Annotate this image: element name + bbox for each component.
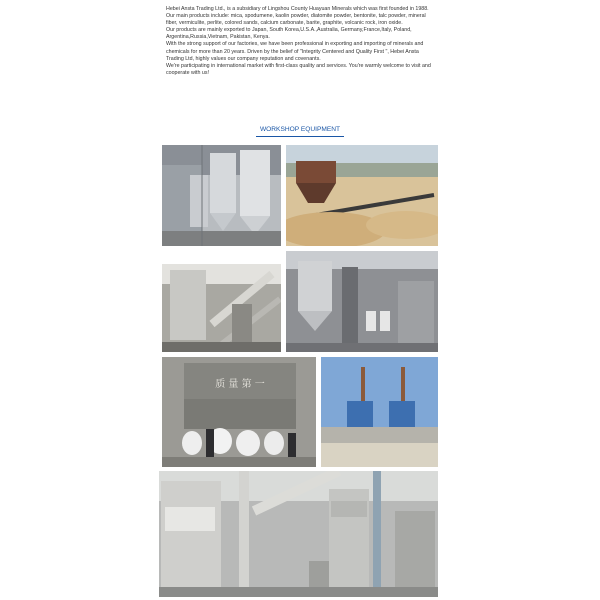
quality-first-sign: 质 量 第 一 <box>215 379 265 390</box>
mill-ducting-photo <box>162 264 281 352</box>
intro-paragraph-welcome: We're participating in international market with first-class quality and services. You're warmly welcome to visit and cooperate with us! <box>166 62 431 76</box>
bagging-station-photo <box>162 357 316 467</box>
intro-paragraph-exports: Our products are mainly exported to Japan, South Korea,U.S.A.,Australia, Germany,France,Italy, Poland, Argentina,Russia,Vietnam, Pakistan, Kenya. <box>166 27 412 41</box>
intro-paragraph-experience: With the strong support of our factories, we have been professional in exporting and importing of minerals and chemicals for more than 20 years. Driven by the belief of "Integrity Centered and Quality First ", Hebei Ansta Trading Ltd, highly values our company reputation and covenants. <box>166 41 424 62</box>
silo-tanks-photo <box>162 145 281 246</box>
vertical-mill-hall-photo <box>159 471 438 597</box>
dust-collectors-chimneys-photo <box>321 357 438 467</box>
sand-hopper-conveyor-photo <box>286 145 438 246</box>
factory-silo-interior-photo <box>286 251 438 352</box>
company-intro <box>166 6 436 77</box>
title-underline <box>256 136 344 137</box>
section-title: WORKSHOP EQUIPMENT <box>259 126 341 133</box>
intro-paragraph-history: Hebei Ansta Trading Ltd., is a subsidiary of Lingshou County Huayuan Minerals which was first founded in 1988. Our main products include: mica, spodumene, kaolin powder, diatomite powder, bentonite, talc powder, mineral fiber, vermiculite, perlite, colored sands, calcium carbonate, barite, graphite, volcanic rock, iron oxide. <box>166 6 429 27</box>
